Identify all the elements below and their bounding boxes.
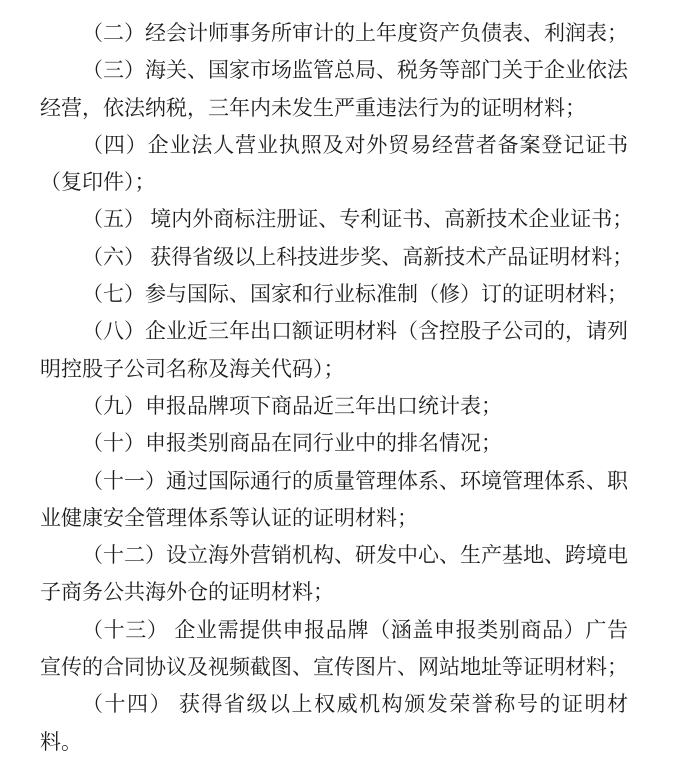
list-item-5: （五） 境内外商标注册证、专利证书、高新技术企业证书；	[82, 207, 634, 232]
list-item-3: （三）海关、国家市场监管总局、税务等部门关于企业依法经营，依法纳税，三年内未发生严重违法行为的证明材料；	[40, 58, 628, 120]
list-item-14: （十四） 获得省级以上权威机构颁发荣誉称号的证明材料。	[40, 692, 628, 754]
list-item-9: （九）申报品牌项下商品近三年出口统计表；	[82, 393, 502, 418]
list-item-11: （十一）通过国际通行的质量管理体系、环境管理体系、职业健康安全管理体系等认证的证明材料；	[40, 468, 628, 530]
list-item-7: （七）参与国际、国家和行业标准制（修）订的证明材料；	[82, 282, 628, 307]
list-item-12: （十二）设立海外营销机构、研发中心、生产基地、跨境电子商务公共海外仓的证明材料；	[40, 543, 628, 605]
list-item-10: （十）申报类别商品在同行业中的排名情况；	[82, 431, 502, 456]
list-item-8: （八）企业近三年出口额证明材料（含控股子公司的，请列明控股子公司名称及海关代码）；	[40, 319, 628, 381]
list-item-4: （四）企业法人营业执照及对外贸易经营者备案登记证书（复印件）；	[40, 132, 628, 195]
list-item-2: （二）经会计师事务所审计的上年度资产负债表、利润表；	[82, 21, 628, 45]
list-item-6: （六） 获得省级以上科技进步奖、高新技术产品证明材料；	[82, 244, 634, 269]
list-item-13: （十三） 企业需提供申报品牌（涵盖申报类别商品）广告宣传的合同协议及视频截图、宣传图片、网站地址等证明材料；	[40, 617, 628, 680]
